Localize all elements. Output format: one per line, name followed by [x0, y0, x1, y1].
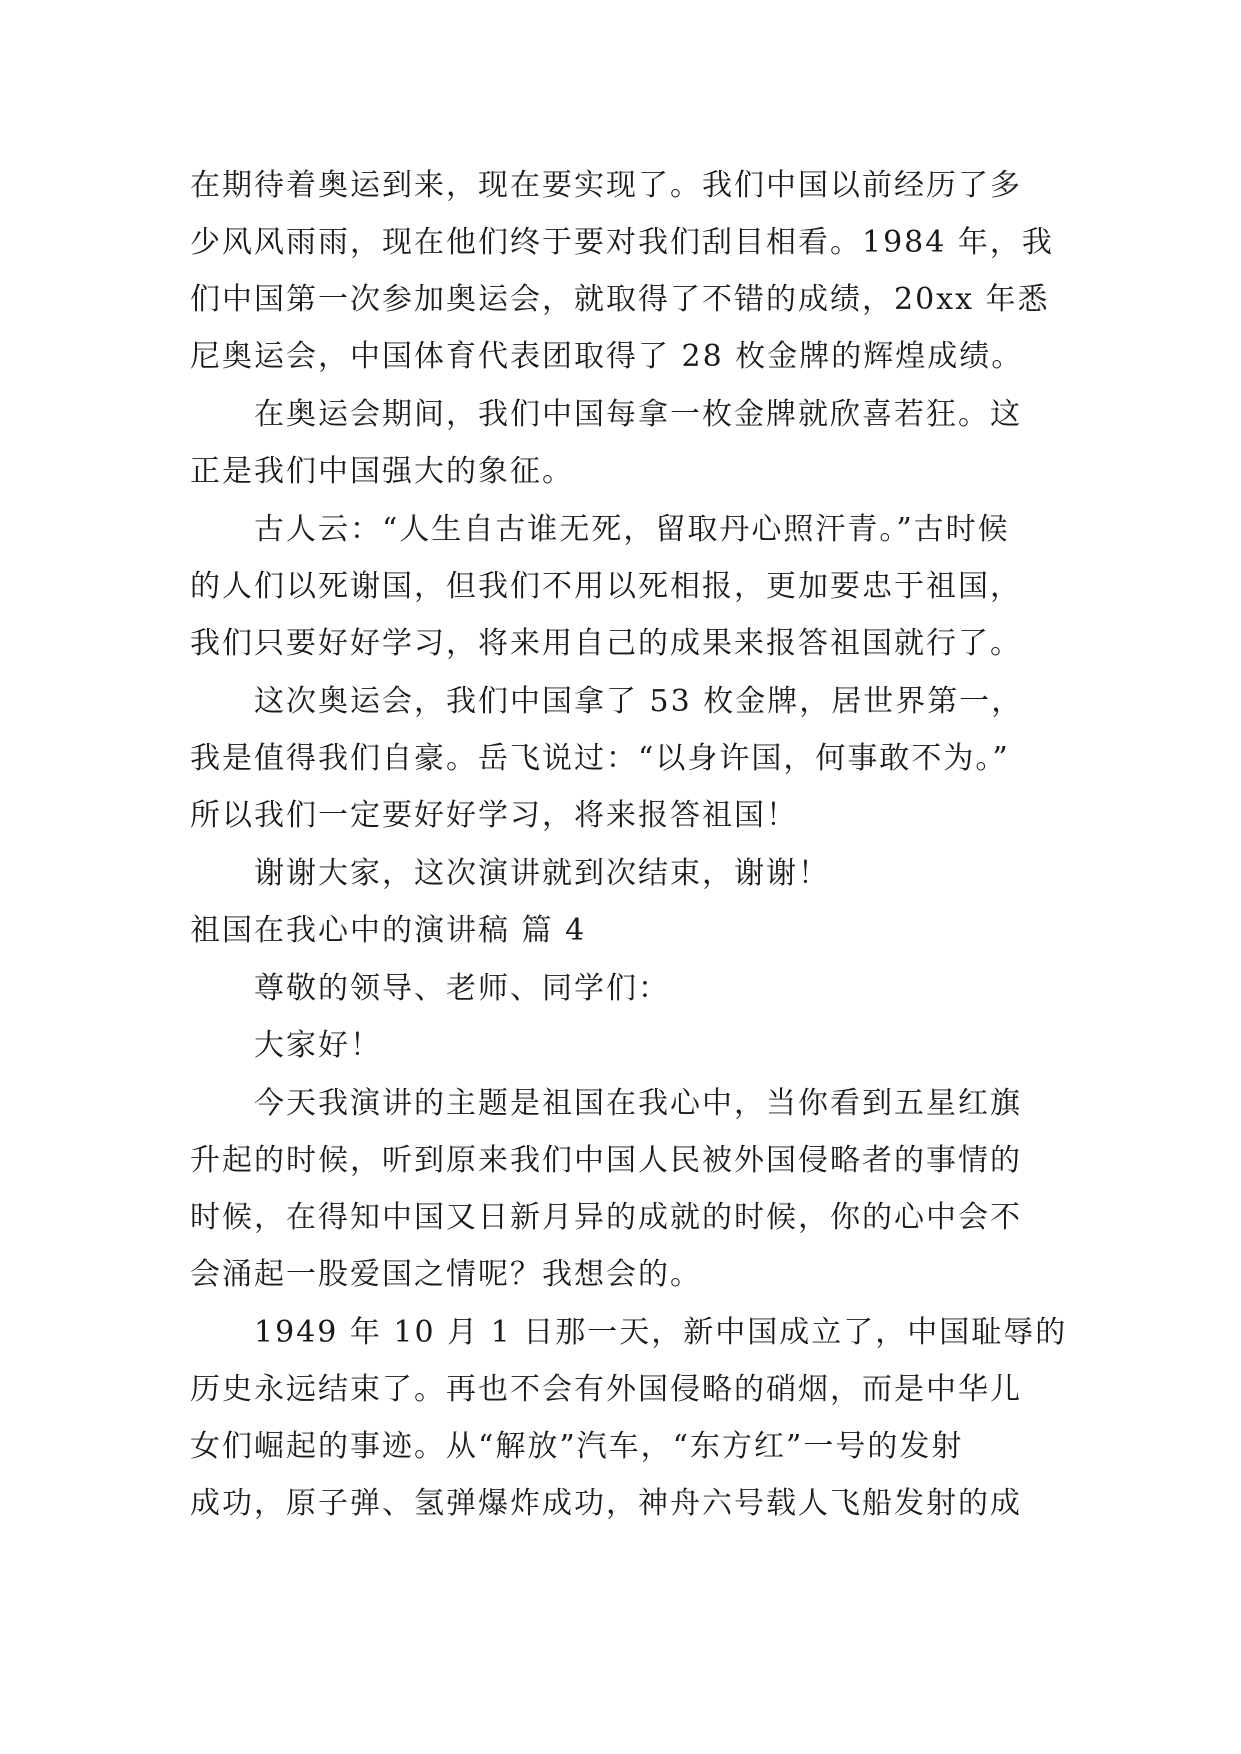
text-line: 在期待着奥运到来，现在要实现了。我们中国以前经历了多	[190, 168, 1022, 203]
text-line: 历史永远结束了。再也不会有外国侵略的硝烟，而是中华儿	[190, 1372, 1022, 1407]
paragraph-first-line: 1949 年 10 月 1 日那一天，新中国成立了，中国耻辱的	[254, 1315, 1068, 1350]
text-line: 的人们以死谢国，但我们不用以死相报，更加要忠于祖国，	[190, 569, 1022, 604]
paragraph-first-line: 古人云：“人生自古谁无死，留取丹心照汗青。”古时候	[254, 512, 1010, 547]
paragraph-first-line: 谢谢大家，这次演讲就到次结束，谢谢！	[254, 856, 830, 891]
text-line: 正是我们中国强大的象征。	[190, 454, 574, 489]
text-line: 少风风雨雨，现在他们终于要对我们刮目相看。1984 年，我	[190, 225, 1054, 260]
text-line: 会涌起一股爱国之情呢？我想会的。	[190, 1257, 702, 1292]
section-heading: 祖国在我心中的演讲稿 篇 4	[190, 913, 587, 948]
text-line: 我是值得我们自豪。岳飞说过：“以身许国，何事敢不为。”	[190, 741, 1010, 776]
text-line: 女们崛起的事迹。从“解放”汽车，“东方红”一号的发射	[190, 1429, 964, 1464]
text-line: 我们只要好好学习，将来用自己的成果来报答祖国就行了。	[190, 626, 1022, 661]
text-line: 们中国第一次参加奥运会，就取得了不错的成绩，20xx 年悉	[190, 282, 1050, 317]
paragraph-first-line: 在奥运会期间，我们中国每拿一枚金牌就欣喜若狂。这	[254, 397, 1022, 432]
paragraph-first-line: 这次奥运会，我们中国拿了 53 枚金牌，居世界第一，	[254, 684, 1024, 719]
text-line: 所以我们一定要好好学习，将来报答祖国！	[190, 798, 798, 833]
text-line: 升起的时候，听到原来我们中国人民被外国侵略者的事情的	[190, 1143, 1022, 1178]
greeting: 大家好！	[254, 1028, 382, 1063]
salutation: 尊敬的领导、老师、同学们：	[254, 971, 670, 1006]
text-line: 时候，在得知中国又日新月异的成就的时候，你的心中会不	[190, 1200, 1022, 1235]
text-line: 尼奥运会，中国体育代表团取得了 28 枚金牌的辉煌成绩。	[190, 339, 1024, 374]
paragraph-first-line: 今天我演讲的主题是祖国在我心中，当你看到五星红旗	[254, 1086, 1022, 1121]
text-line: 成功，原子弹、氢弹爆炸成功，神舟六号载人飞船发射的成	[190, 1486, 1022, 1521]
